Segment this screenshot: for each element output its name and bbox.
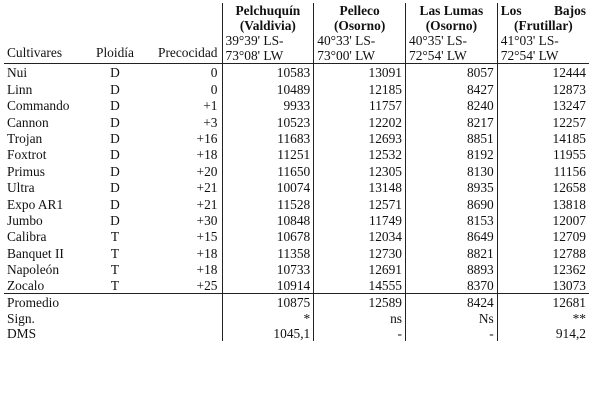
- yield-cell: 13818: [497, 195, 589, 211]
- header-location-pelchuquin: [222, 3, 314, 64]
- location-region: (Frutillar): [514, 18, 573, 33]
- yield-cell: 8427: [406, 80, 498, 96]
- yield-cell: 10583: [222, 64, 314, 81]
- yield-cell: 8851: [406, 130, 498, 146]
- ploidia-cell: D: [110, 163, 120, 179]
- summary-label: DMS: [7, 326, 37, 342]
- ploidia-cell: D: [110, 114, 120, 130]
- yield-cell: 12730: [314, 244, 406, 260]
- table-row: [4, 97, 589, 113]
- yield-cell: 12362: [497, 261, 589, 277]
- yield-cell: 10074: [222, 179, 314, 195]
- ploidia-cell: T: [110, 262, 120, 278]
- cultivar-cell: Banquet II: [7, 245, 64, 261]
- yield-cell: 10733: [222, 261, 314, 277]
- cultivar-cell: Zocalo: [4, 277, 86, 294]
- yield-cell: 12185: [314, 80, 406, 96]
- precocidad-cell: +15: [196, 229, 218, 245]
- precocidad-cell: 0: [210, 65, 218, 81]
- summary-value: ns: [314, 310, 406, 326]
- yield-cell: 12034: [314, 228, 406, 244]
- yield-table: [4, 3, 589, 341]
- ploidia-cell: D: [110, 98, 120, 114]
- yield-cell: 11358: [222, 244, 314, 260]
- summary-value: 12681: [497, 294, 589, 310]
- yield-cell: 10523: [222, 113, 314, 129]
- ploidia-cell: T: [110, 245, 120, 261]
- header-cultivares: Cultivares: [4, 3, 86, 64]
- yield-cell: 14185: [497, 130, 589, 146]
- location-name: Las Lumas: [419, 3, 484, 18]
- yield-cell: 8935: [406, 179, 498, 195]
- summary-value: -: [406, 326, 498, 342]
- yield-cell: 11749: [314, 212, 406, 228]
- yield-cell: 12444: [497, 64, 589, 81]
- summary-value: 12589: [314, 294, 406, 310]
- location-coord-lat: 41°03' LS-: [500, 33, 559, 48]
- precocidad-cell: +3: [203, 114, 218, 130]
- ploidia-cell: T: [110, 229, 120, 245]
- summary-value: 1045,1: [222, 326, 314, 342]
- location-name-right: Bajos: [554, 3, 586, 18]
- summary-value: *: [222, 310, 314, 326]
- precocidad-cell: +25: [144, 277, 222, 294]
- header-location-pelleco: [314, 3, 406, 64]
- summary-label: Promedio: [4, 294, 222, 310]
- yield-cell: 9933: [222, 97, 314, 113]
- table-row: [4, 162, 589, 178]
- yield-cell: 8690: [406, 195, 498, 211]
- cultivar-cell: Ultra: [7, 180, 35, 196]
- yield-cell: 10848: [222, 212, 314, 228]
- yield-cell: 8192: [406, 146, 498, 162]
- cultivar-cell: Nui: [7, 65, 28, 81]
- summary-row: [4, 310, 589, 326]
- ploidia-cell: D: [110, 212, 120, 228]
- yield-cell: 8649: [406, 228, 498, 244]
- yield-cell: 11251: [222, 146, 314, 162]
- location-region: (Valdivia): [239, 18, 296, 33]
- ploidia-cell: T: [86, 277, 144, 294]
- ploidia-cell: D: [110, 147, 120, 163]
- location-coord-lon: 72°54' LW: [409, 48, 467, 63]
- ploidia-cell: D: [110, 65, 120, 81]
- summary-row: [4, 294, 589, 310]
- precocidad-cell: +18: [196, 245, 218, 261]
- yield-cell: 8153: [406, 212, 498, 228]
- yield-cell: 10914: [222, 277, 314, 294]
- summary-value: -: [314, 326, 406, 342]
- cultivar-cell: Commando: [7, 98, 70, 114]
- yield-cell: 10678: [222, 228, 314, 244]
- cultivar-cell: Calibra: [7, 229, 47, 245]
- yield-cell: 11683: [222, 130, 314, 146]
- table-row: [4, 212, 589, 228]
- table-footer: [4, 294, 589, 341]
- location-name: Pelchuquín: [235, 3, 301, 18]
- precocidad-cell: +21: [196, 180, 218, 196]
- yield-cell: 11650: [222, 162, 314, 178]
- cultivar-cell: Napoleón: [7, 262, 60, 278]
- ploidia-cell: D: [110, 196, 120, 212]
- table-row: [4, 130, 589, 146]
- yield-cell: 12709: [497, 228, 589, 244]
- location-name: [501, 3, 586, 18]
- location-name-left: Los: [500, 3, 522, 18]
- yield-cell: 11757: [314, 97, 406, 113]
- precocidad-cell: +18: [196, 147, 218, 163]
- cultivar-cell: Trojan: [7, 130, 43, 146]
- yield-cell: 12305: [314, 162, 406, 178]
- table-row: [4, 64, 589, 81]
- yield-cell: 12788: [497, 244, 589, 260]
- yield-cell: 8240: [406, 97, 498, 113]
- header-ploidia: Ploidía: [86, 3, 144, 64]
- table-row: [4, 179, 589, 195]
- yield-cell: 12532: [314, 146, 406, 162]
- summary-label: Sign.: [7, 310, 35, 326]
- table-row: [4, 261, 589, 277]
- location-coord-lon: 73°00' LW: [317, 48, 375, 63]
- header-location-las-lumas: [406, 3, 498, 64]
- yield-cell: 8821: [406, 244, 498, 260]
- location-region: (Osorno): [333, 18, 386, 33]
- yield-cell: 12571: [314, 195, 406, 211]
- cultivar-cell: Primus: [7, 163, 45, 179]
- summary-value: 914,2: [497, 326, 589, 342]
- yield-cell: 13148: [314, 179, 406, 195]
- location-region: (Osorno): [425, 18, 478, 33]
- yield-cell: 13247: [497, 97, 589, 113]
- yield-cell: 12691: [314, 261, 406, 277]
- summary-value: 10875: [222, 294, 314, 310]
- yield-cell: 13073: [497, 277, 589, 294]
- table-row: [4, 244, 589, 260]
- location-coord-lon: 72°54' LW: [500, 48, 559, 63]
- yield-cell: 13091: [314, 64, 406, 81]
- ploidia-cell: D: [110, 130, 120, 146]
- yield-cell: 12257: [497, 113, 589, 129]
- cultivar-cell: Linn: [7, 81, 33, 97]
- yield-cell: 12873: [497, 80, 589, 96]
- precocidad-cell: +16: [196, 130, 218, 146]
- yield-cell: 8057: [406, 64, 498, 81]
- table-row: [4, 195, 589, 211]
- yield-cell: 11156: [497, 162, 589, 178]
- cultivar-cell: Foxtrot: [7, 147, 47, 163]
- precocidad-cell: +30: [196, 212, 218, 228]
- yield-cell: 14555: [314, 277, 406, 294]
- table-row: [4, 228, 589, 244]
- table-body: [4, 64, 589, 294]
- summary-value: Ns: [406, 310, 498, 326]
- precocidad-cell: +20: [196, 163, 218, 179]
- summary-value: **: [497, 310, 589, 326]
- yield-cell: 8130: [406, 162, 498, 178]
- table-row: [4, 80, 589, 96]
- location-coord-lat: 39°39' LS-: [225, 33, 284, 48]
- table-row: [4, 113, 589, 129]
- yield-cell: 11528: [222, 195, 314, 211]
- yield-cell: 10489: [222, 80, 314, 96]
- yield-cell: 8217: [406, 113, 498, 129]
- header-row: [4, 3, 589, 64]
- cultivar-cell: Jumbo: [7, 212, 43, 228]
- location-name: Pelleco: [339, 3, 380, 18]
- summary-value: 8424: [406, 294, 498, 310]
- yield-cell: 12693: [314, 130, 406, 146]
- precocidad-cell: 0: [210, 81, 218, 97]
- header-location-los-bajos: [497, 3, 589, 64]
- location-coord-lat: 40°33' LS-: [317, 33, 376, 48]
- header-precocidad: Precocidad: [144, 3, 222, 64]
- yield-cell: 8893: [406, 261, 498, 277]
- precocidad-cell: +21: [196, 196, 218, 212]
- table-row: [4, 277, 589, 294]
- yield-cell: 12658: [497, 179, 589, 195]
- precocidad-cell: +1: [203, 98, 218, 114]
- cultivar-cell: Expo AR1: [7, 196, 64, 212]
- table-row: [4, 146, 589, 162]
- ploidia-cell: D: [110, 81, 120, 97]
- precocidad-cell: +18: [196, 262, 218, 278]
- summary-row: [4, 326, 589, 342]
- yield-cell: 11955: [497, 146, 589, 162]
- cultivar-cell: Cannon: [7, 114, 49, 130]
- yield-cell: 12202: [314, 113, 406, 129]
- location-coord-lon: 73°08' LW: [225, 48, 284, 63]
- yield-cell: 8370: [406, 277, 498, 294]
- ploidia-cell: D: [110, 180, 120, 196]
- yield-cell: 12007: [497, 212, 589, 228]
- location-coord-lat: 40°35' LS-: [409, 33, 467, 48]
